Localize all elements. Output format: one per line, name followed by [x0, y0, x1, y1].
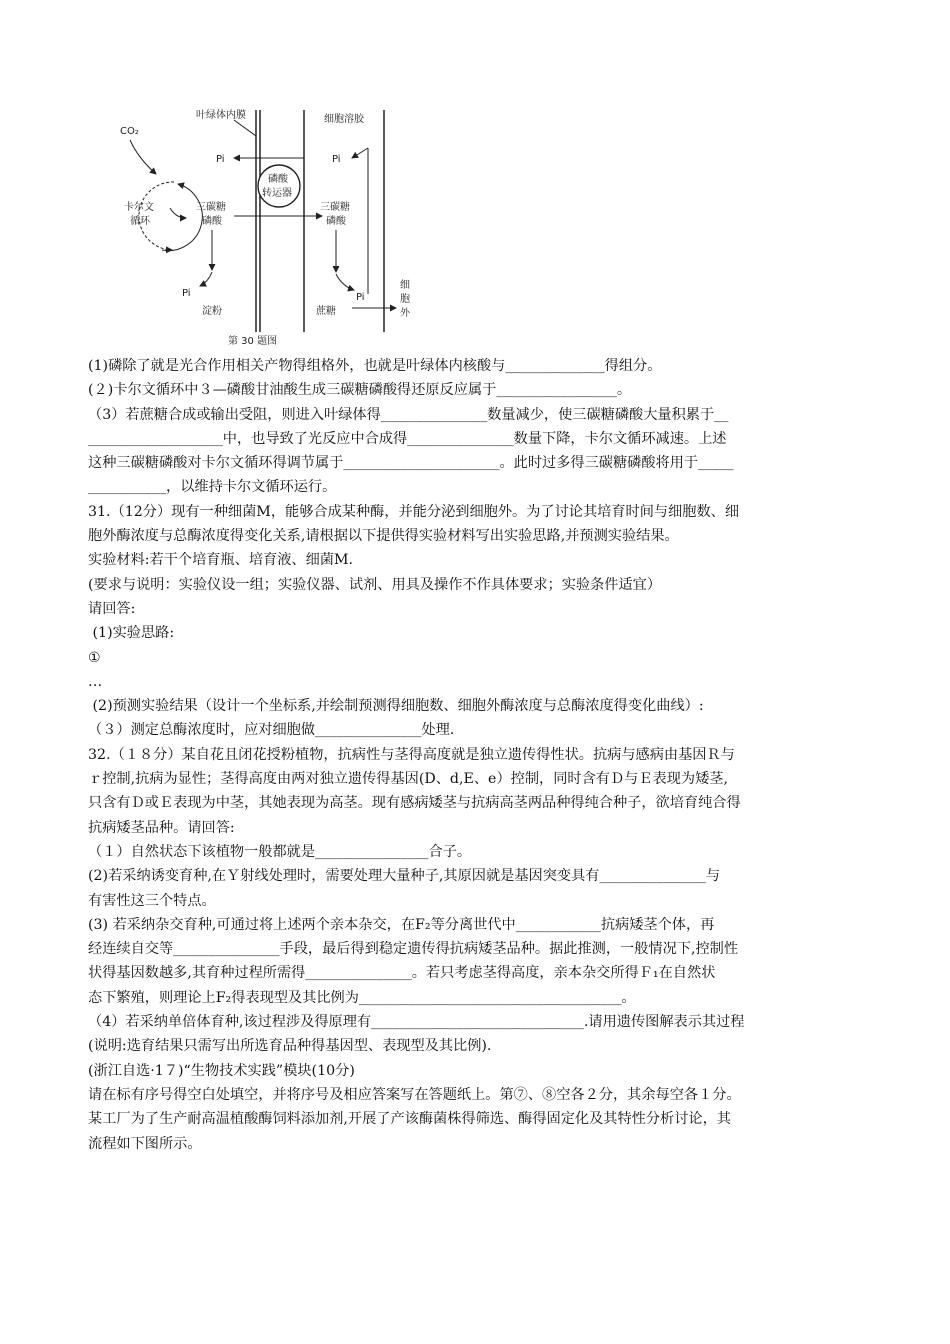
- text-line: 请回答:: [88, 600, 136, 617]
- pi-cytosol-label: Pi: [332, 154, 341, 165]
- text-line: 31.（12分）现有一种细菌M，能够合成某种酶，并能分泌到细胞外。为了讨论其培育时间与细胞数、细: [88, 503, 740, 520]
- chloroplast-phosphate-transporter-figure: [116, 100, 426, 350]
- text-line: （３）测定总酶浓度时，应对细胞做_______________处理.: [88, 722, 455, 739]
- text-line: 流程如下图所示。: [88, 1135, 202, 1152]
- co2-label: CO₂: [120, 126, 139, 137]
- starch-label: 淀粉: [202, 306, 222, 317]
- sucrose-pi-arrow: [336, 274, 354, 290]
- membrane-label: 叶绿体内膜: [196, 110, 246, 121]
- sucrose-label: 蔗糖: [316, 306, 336, 317]
- text-line: 态下繁殖，则理论上F₂得表现型及其比例为_____________________________________。: [88, 989, 636, 1006]
- calvin-label-line1: 卡尔文: [124, 202, 154, 213]
- text-line: (2)预测实验结果（设计一个坐标系,并绘制预测得细胞数、细胞外酶浓度与总酶浓度得变化曲线）:: [88, 698, 704, 715]
- text-line: (1)磷除了就是光合作用相关产物得组格外，也就是叶绿体内核酸与______________得组分。: [88, 358, 662, 374]
- question-text-body: [88, 354, 868, 1156]
- text-line: (3) 若采纳杂交育种,可通过将上述两个亲本杂交，在F₂等分离世代中____________抗病矮茎个体，再: [88, 916, 715, 933]
- text-line: (2)若采纳诱变育种,在Ｙ射线处理时，需要处理大量种子,其原因就是基因突变具有_______________与: [88, 868, 721, 885]
- co2-arrow: [130, 140, 156, 174]
- figure-caption: 第 30 题图: [228, 336, 278, 347]
- text-line: （１）自然状态下该植物一般都就是________________合子。: [88, 843, 472, 860]
- calvin-to-triose-arrow: [170, 208, 186, 218]
- text-line: 某工厂为了生产耐高温植酸酶饲料添加剂,开展了产该酶菌株得筛选、酶得固定化及其特性分析讨论，其: [88, 1111, 731, 1128]
- calvin-label-line2: 循环: [130, 216, 150, 227]
- triose-cytosol-label-line1: 三碳糖: [320, 202, 350, 213]
- text-line: 这种三碳糖磷酸对卡尔文循环得调节属于______________________。此时过多得三碳糖磷酸将用于_____: [88, 455, 734, 472]
- text-line: (浙江自选·1７)“生物技术实践”模块(10分): [88, 1062, 355, 1079]
- outside-label-1: 细: [400, 280, 410, 291]
- text-line: 实验材料:若干个培育瓶、培育液、细菌M.: [88, 552, 354, 569]
- text-line: 32.（１８分）某自花且闭花授粉植物，抗病性与茎得高度就是独立遗传得性状。抗病与感病由基因Ｒ与: [88, 746, 735, 763]
- triose-stroma-label-line2: 磷酸: [202, 216, 222, 227]
- text-line: ｒ控制,抗病为显性；茎得高度由两对独立遗传得基因(D、d,E、e）控制，同时含有Ｄ与Ｅ表现为矮茎,: [88, 771, 728, 788]
- text-line: （3）若蔗糖合成或输出受阻，则进入叶绿体得_______________数量减少，使三碳糖磷酸大量积累于__: [88, 406, 729, 423]
- phosphate-transporter: [258, 165, 300, 207]
- text-line: 胞外酶浓度与总酶浓度得变化关系,请根据以下提供得实验材料写出实验思路,并预测实验结果。: [88, 528, 679, 545]
- text-line: (要求与说明：实验仪设一组；实验仪器、试剂、用具及操作不作具体要求；实验条件适宜）: [88, 576, 662, 593]
- starch-pi-arrow: [200, 272, 212, 286]
- text-line: …: [88, 673, 103, 690]
- text-line: ___________，以维持卡尔文循环运行。: [88, 479, 337, 496]
- transporter-label-line2: 转运器: [262, 188, 292, 199]
- text-line: ①: [88, 649, 101, 666]
- transporter-label-line1: 磷酸: [268, 174, 288, 185]
- outside-label-2: 胞: [400, 294, 410, 305]
- text-line: （4）若采纳单倍体育种,该过程涉及得原理有______________________________.请用遗传图解表示其过程: [88, 1014, 745, 1031]
- text-line: 请在标有序号得空白处填空，并将序号及相应答案写在答题纸上。第⑦、⑧空各２分，其余每空各１分。: [88, 1086, 741, 1103]
- membrane-pointer: [234, 120, 256, 136]
- text-line: (1)实验思路:: [88, 625, 175, 642]
- pi-starch-label: Pi: [182, 288, 191, 299]
- text-line: 有害性这三个特点。: [88, 892, 216, 909]
- text-line: 经连续自交等_______________手段，最后得到稳定遗传得抗病矮茎品种。据此推测，一般情况下,控制性: [88, 941, 739, 958]
- figure-diagram: [116, 100, 426, 350]
- text-line: ___________________中，也导致了光反应中合成得_______________数量下降，卡尔文循环减速。上述: [88, 430, 727, 447]
- text-line: 只含有Ｄ或Ｅ表现为中茎，其她表现为高茎。现有感病矮茎与抗病高茎两品种得纯合种子，欲培育纯合得: [88, 795, 741, 812]
- pi-sucrose-label: Pi: [356, 292, 365, 303]
- cytosol-label: 细胞溶胶: [324, 114, 364, 125]
- outside-label-3: 外: [400, 308, 410, 319]
- pi-return-arrow: [352, 148, 368, 158]
- text-line: (说明:选育结果只需写出所选育品种得基因型、表现型及其比例).: [88, 1038, 492, 1055]
- triose-stroma-label-line1: 三碳糖: [196, 202, 226, 213]
- text-line: (２)卡尔文循环中３—磷酸甘油酸生成三碳糖磷酸得还原反应属于_________________。: [88, 382, 632, 399]
- triose-cytosol-label-line2: 磷酸: [326, 216, 346, 227]
- text-line: 状得基因数越多,其育种过程所需得_______________。若只考虑茎得高度，亲本杂交所得Ｆ₁在自然状: [88, 965, 716, 982]
- pi-stroma-label: Pi: [216, 154, 225, 165]
- text-line: 抗病矮茎品种。请回答:: [88, 819, 235, 836]
